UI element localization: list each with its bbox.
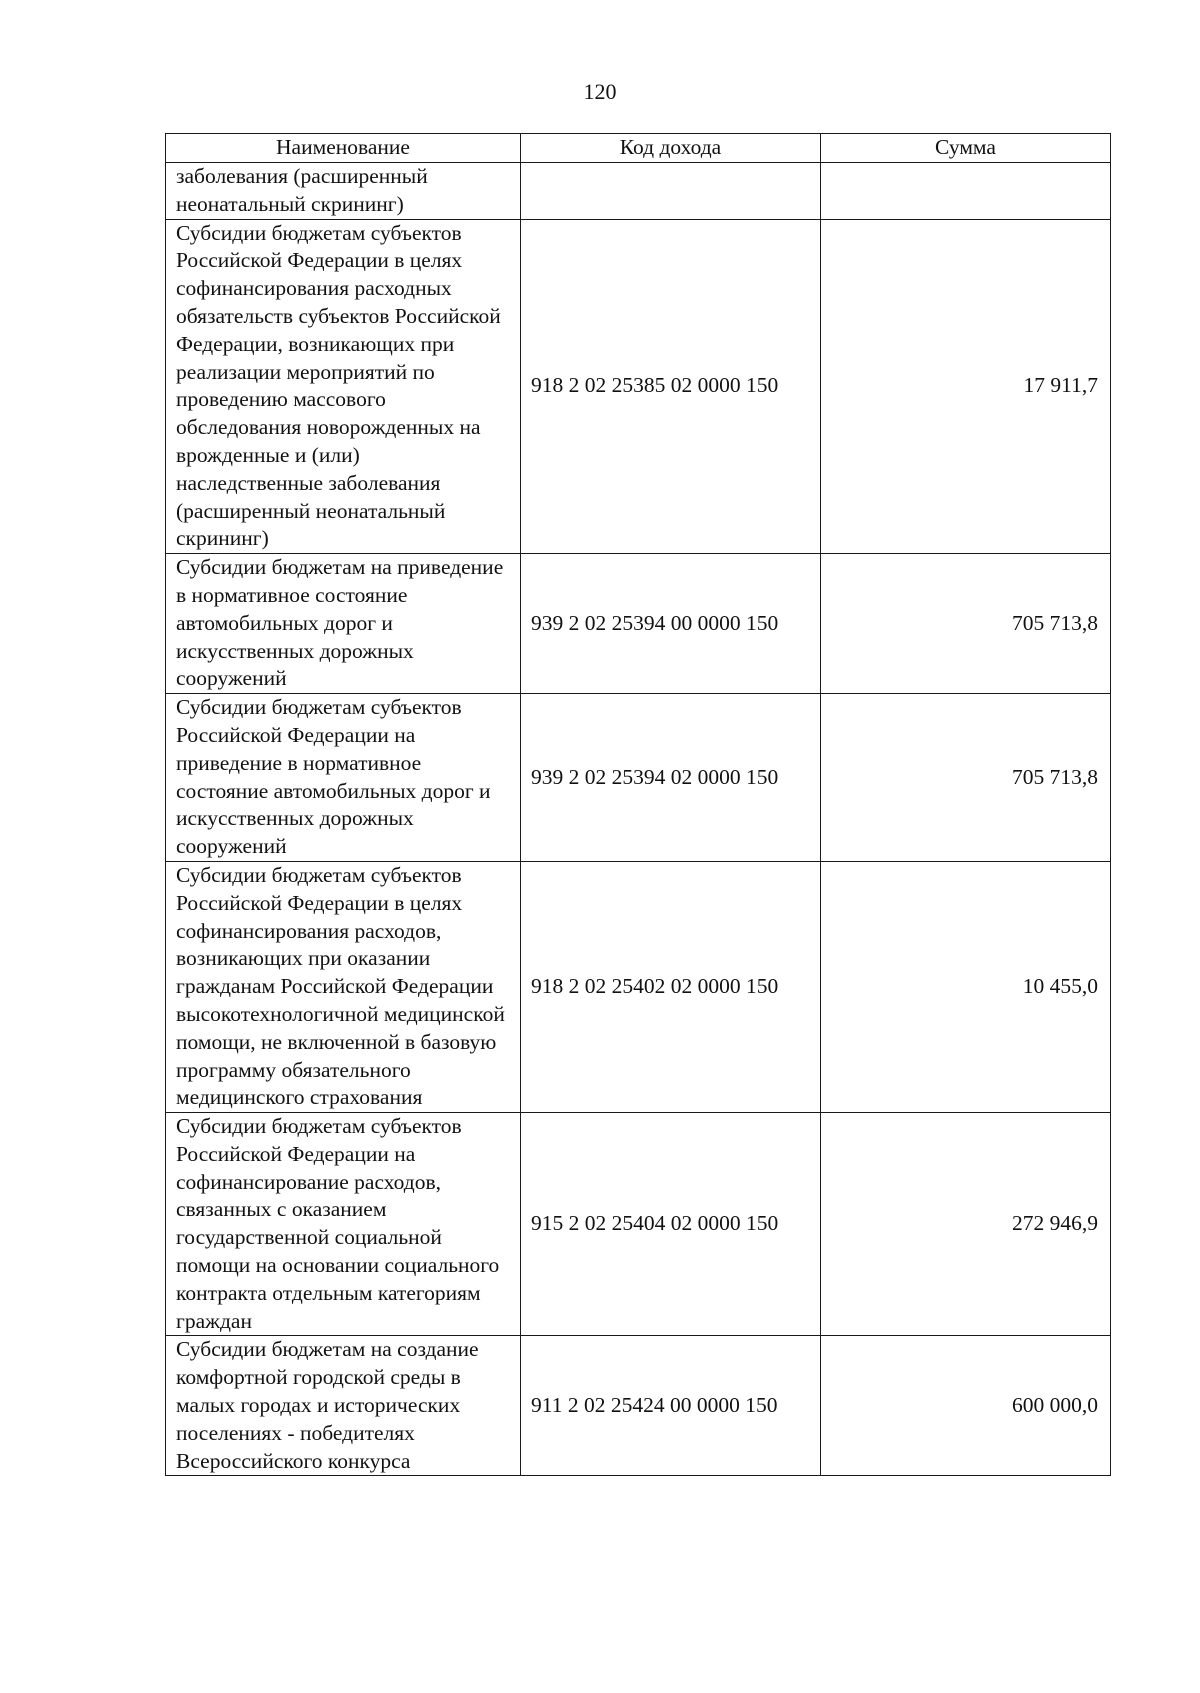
table-row: [166, 1336, 1111, 1476]
row-code-cell: 918 2 02 25385 02 0000 150: [521, 219, 821, 554]
row-sum-cell: 10 455,0: [821, 861, 1111, 1112]
page-number: 120: [583, 79, 617, 104]
row-sum-cell: [821, 163, 1111, 220]
row-name-cell: Субсидии бюджетам субъектов Российской Федерации в целях софинансирования расходов, возникающих при оказании гражданам Российской Федерации высокотехнологичной медицинской помощи, не включенной в базовую программу обязательного медицинского страхования: [166, 861, 521, 1112]
row-sum-cell: 17 911,7: [821, 219, 1111, 554]
table-header: [166, 134, 1111, 163]
row-sum-cell: 705 713,8: [821, 554, 1111, 694]
row-sum-cell: 705 713,8: [821, 694, 1111, 862]
revenue-table: [165, 133, 1111, 1476]
column-header-name: Наименование: [166, 134, 521, 163]
row-code-cell: 911 2 02 25424 00 0000 150: [521, 1336, 821, 1476]
row-code-cell: 918 2 02 25402 02 0000 150: [521, 861, 821, 1112]
column-header-sum: Сумма: [821, 134, 1111, 163]
row-name-cell: Субсидии бюджетам субъектов Российской Федерации на приведение в нормативное состояние автомобильных дорог и искусственных дорожных сооружений: [166, 694, 521, 862]
row-code-cell: 939 2 02 25394 00 0000 150: [521, 554, 821, 694]
row-name-cell: Субсидии бюджетам на создание комфортной городской среды в малых городах и исторических поселениях - победителях Всероссийского конкурса: [166, 1336, 521, 1476]
table-row: [166, 1113, 1111, 1336]
table-body: [166, 163, 1111, 1476]
table-row: [166, 163, 1111, 220]
row-name-cell: заболевания (расширенный неонатальный скрининг): [166, 163, 521, 220]
table-row: [166, 554, 1111, 694]
row-sum-cell: 600 000,0: [821, 1336, 1111, 1476]
table-row: [166, 861, 1111, 1112]
row-name-cell: Субсидии бюджетам на приведение в нормативное состояние автомобильных дорог и искусственных дорожных сооружений: [166, 554, 521, 694]
table-row: [166, 694, 1111, 862]
row-code-cell: 915 2 02 25404 02 0000 150: [521, 1113, 821, 1336]
row-name-cell: Субсидии бюджетам субъектов Российской Федерации в целях софинансирования расходных обязательств субъектов Российской Федерации, возникающих при реализации мероприятий по проведению массового обследования новорожденных на врожденные и (или) наследственные заболевания (расширенный неонатальный скрининг): [166, 219, 521, 554]
table-row: [166, 219, 1111, 554]
row-code-cell: 939 2 02 25394 02 0000 150: [521, 694, 821, 862]
row-name-cell: Субсидии бюджетам субъектов Российской Федерации на софинансирование расходов, связанных с оказанием государственной социальной помощи на основании социального контракта отдельным категориям граждан: [166, 1113, 521, 1336]
column-header-code: Код дохода: [521, 134, 821, 163]
header-row: [166, 134, 1111, 163]
row-code-cell: [521, 163, 821, 220]
row-sum-cell: 272 946,9: [821, 1113, 1111, 1336]
